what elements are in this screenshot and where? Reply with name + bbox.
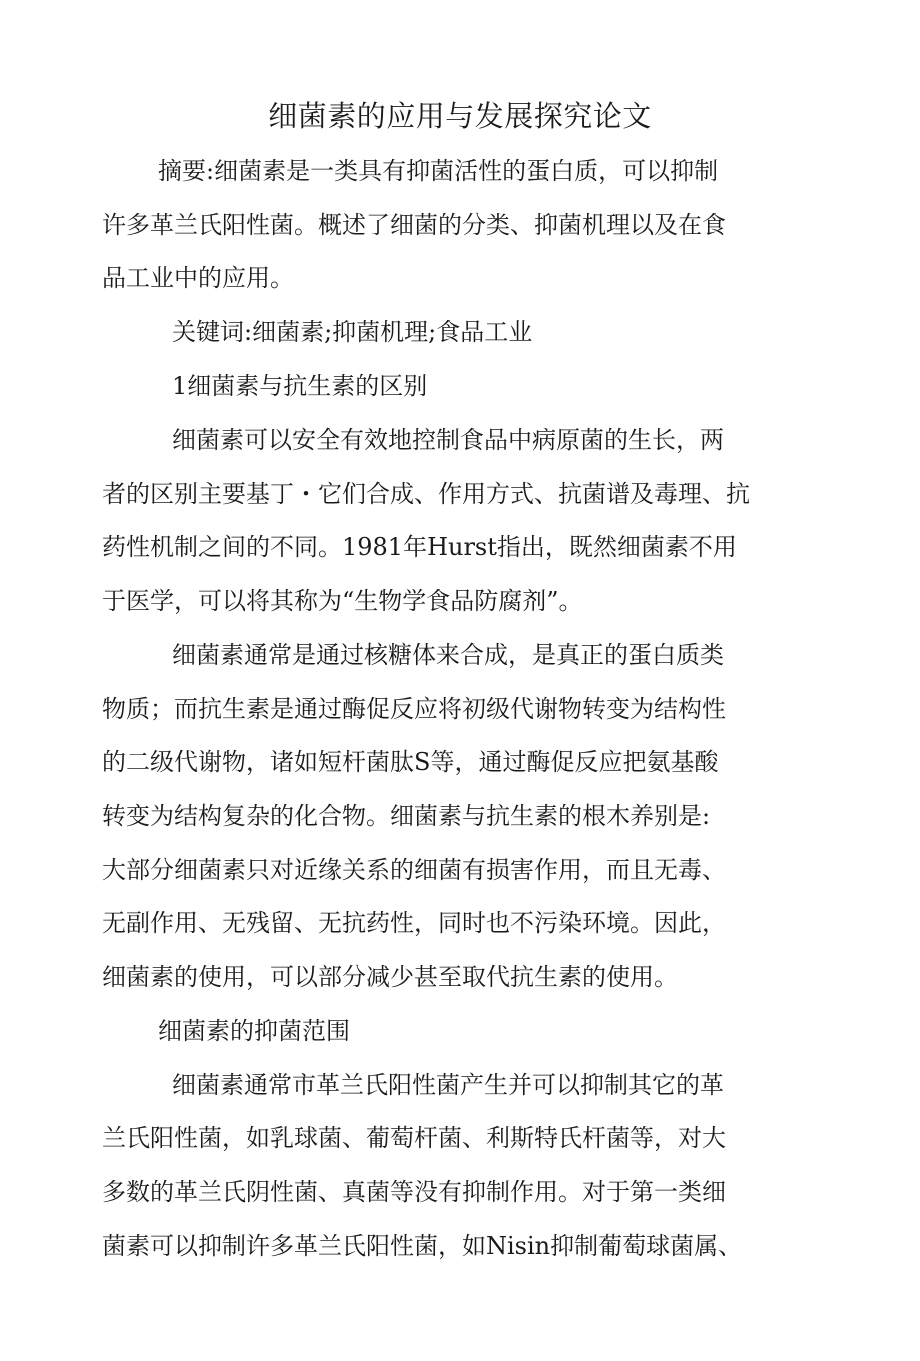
paragraph-line: 药性机制之间的不同。1981年Hurst指出，既然细菌素不用 xyxy=(102,533,737,561)
abstract-line-1: 摘要:细菌素是一类具有抑菌活性的蛋白质，可以抑制 xyxy=(158,157,719,185)
paragraph-line: 多数的革兰氏阴性菌、真菌等没有抑制作用。对于第一类细 xyxy=(102,1178,726,1206)
section-heading-2: 细菌素的抑菌范围 xyxy=(158,1017,350,1045)
paragraph-line: 菌素可以抑制许多革兰氏阳性菌，如Nisin抑制葡萄球菌属、 xyxy=(102,1232,743,1260)
paragraph-line: 于医学，可以将其称为“生物学食品防腐剂”。 xyxy=(102,587,583,615)
paragraph-line: 大部分细菌素只对近缘关系的细菌有损害作用，而且无毒、 xyxy=(102,856,726,884)
paragraph-line: 转变为结构复杂的化合物。细菌素与抗生素的根木养别是: xyxy=(102,802,711,830)
paragraph-line: 的二级代谢物，诸如短杆菌肽S等，通过酶促反应把氨基酸 xyxy=(102,748,719,776)
paragraph-line: 物质；而抗生素是通过酶促反应将初级代谢物转变为结构性 xyxy=(102,695,726,723)
section-heading-1: 1细菌素与抗生素的区别 xyxy=(172,372,428,400)
abstract-line-2: 许多革兰氏阳性菌。概述了细菌的分类、抑菌机理以及在食 xyxy=(102,211,726,239)
keywords-line: 关键词:细菌素;抑菌机理;食品工业 xyxy=(172,318,533,346)
paragraph-line: 无副作用、无残留、无抗药性，同时也不污染环境。因此， xyxy=(102,909,726,937)
paragraph-line: 细菌素可以安全有效地控制食品中病原菌的生长，两 xyxy=(172,426,724,454)
paragraph-line: 细菌素通常是通过核糖体来合成，是真正的蛋白质类 xyxy=(172,641,724,669)
paragraph-line: 细菌素的使用，可以部分减少甚至取代抗生素的使用。 xyxy=(102,963,678,991)
paragraph-line: 者的区别主要基丁・它们合成、作用方式、抗菌谱及毒理、抗 xyxy=(102,480,750,508)
paragraph-line: 细菌素通常市革兰氏阳性菌产生并可以抑制其它的革 xyxy=(172,1071,724,1099)
paragraph-line: 兰氏阳性菌，如乳球菌、葡萄杆菌、利斯特氏杆菌等，对大 xyxy=(102,1124,726,1152)
document-title: 细菌素的应用与发展探究论文 xyxy=(268,99,652,133)
abstract-line-3: 品工业中的应用。 xyxy=(102,264,294,292)
